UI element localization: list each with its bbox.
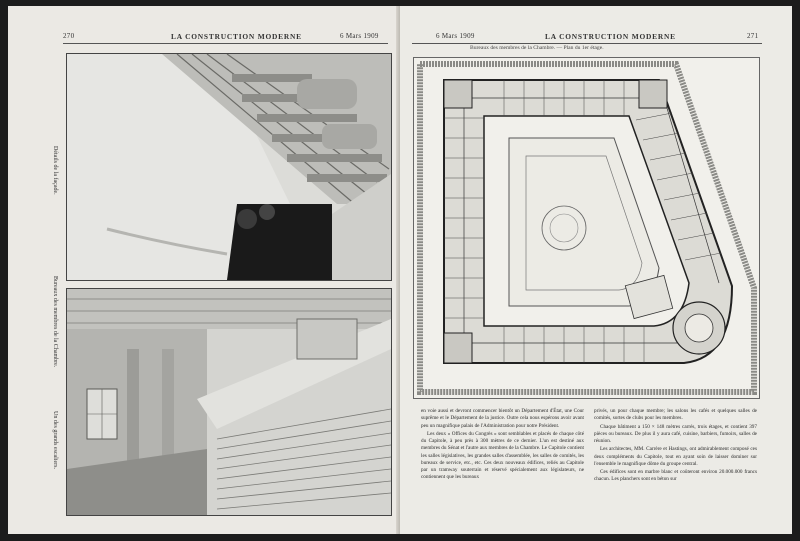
caption-facade-details: Détails de la façade. <box>52 146 58 195</box>
caption-grand-staircase: Un des grands escaliers. <box>52 411 58 469</box>
article-paragraph: Chaque bâtiment a 150 × 148 mètres carrés, trois étages, et contient 397 pièces ou bureaux. De plus il y aura café, cuisine, barbiers, fumoirs, salles de réunion. <box>594 423 757 444</box>
right-page-number: 271 <box>747 32 759 40</box>
article-paragraph: en voie aussi et devront commencer bientôt un Département d'État, une Cour suprême et le Département de la justice. Outre cela nous espérons avoir avant peu un magnifique palais de l'Administration pour notre Président. <box>421 408 584 429</box>
right-header-rule <box>412 43 762 44</box>
floor-plan-caption: Bureaux des membres de la Chambre. — Plan du 1er étage. <box>470 45 604 51</box>
facade-detail-photo <box>66 53 392 281</box>
article-column-2 <box>594 408 757 485</box>
left-date: 6 Mars 1909 <box>340 32 379 40</box>
left-page <box>8 6 400 534</box>
book-spread <box>8 6 792 534</box>
article-paragraph: privés, un pour chaque membre; les salons les cafés et quelques salles de comités, sortes de clubs pour les membres. <box>594 408 757 422</box>
right-running-title: LA CONSTRUCTION MODERNE <box>545 32 676 41</box>
left-running-title: LA CONSTRUCTION MODERNE <box>171 32 302 41</box>
caption-members-offices: Bureaux des membres de la Chambre. <box>52 276 58 368</box>
left-page-number: 270 <box>63 32 75 40</box>
left-header-rule <box>63 43 388 44</box>
right-date: 6 Mars 1909 <box>436 32 475 40</box>
article-paragraph: Les architectes, MM. Carrère et Hastings, ont admirablement composé ces deux compléments du Capitole, tout en ayant soin de laisser dominer sur l'ensemble le magnifique dôme du groupe central. <box>594 446 757 467</box>
article-paragraph: Ces édifices sont en marbre blanc et coûteront environ 20.000.000 francs chacun. Les planchers sont en béton sur <box>594 469 757 483</box>
article-column-1 <box>421 408 584 483</box>
floor-plan-drawing <box>413 57 760 399</box>
staircase-photo <box>66 288 392 516</box>
article-paragraph: Les deux « Offices du Congrès » sont semblables et placés de chaque côté du Capitole, à peu près à 300 mètres de ce dernier. L'un est destiné aux membres du Sénat et l'autre aux membres de la Chambre. Le Capitole contient les salles législatives, les grandes salles d'assemblée, les salles de comités, les bureaux de service, etc., etc. Ces deux nouveaux édifices, reliés au Capitole par un tramway souterrain et réservé spécialement aux législateurs, ne contiennent que les bureaux <box>421 430 584 481</box>
